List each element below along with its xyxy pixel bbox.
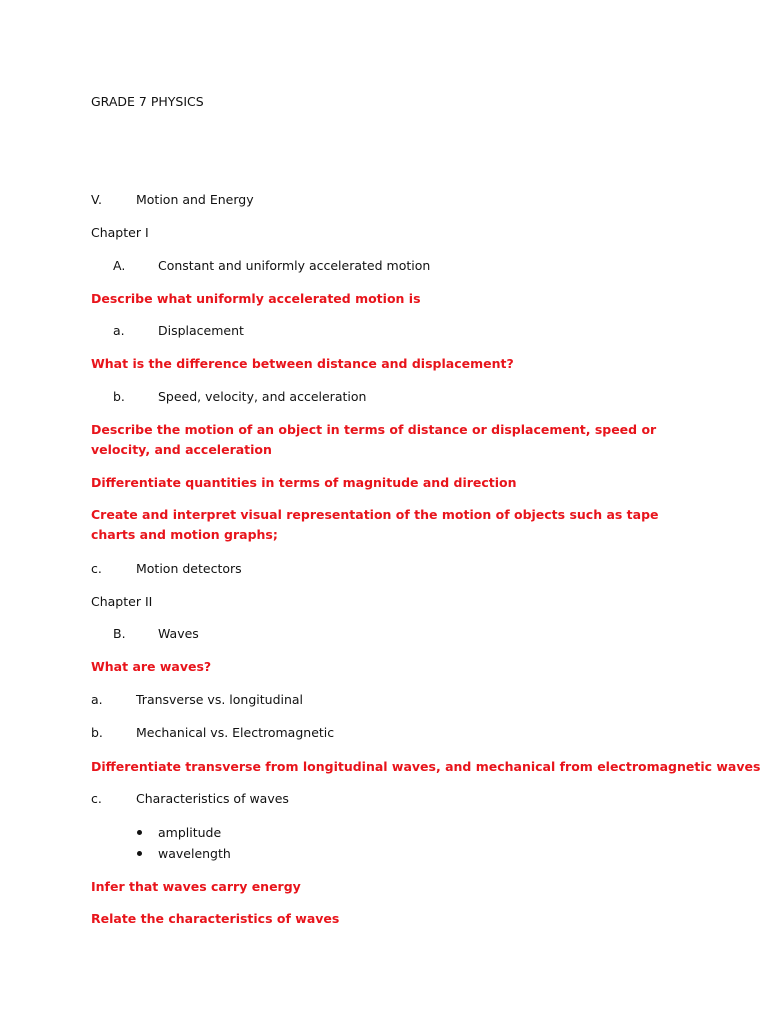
chapter-1-item-a-marker: a. bbox=[113, 323, 125, 338]
chapter-2-item-b-label: Mechanical vs. Electromagnetic bbox=[136, 725, 335, 740]
chapter-1-topic-a-marker: A. bbox=[113, 258, 126, 273]
bullet-dot bbox=[137, 830, 142, 835]
chapter-2-item-b-marker: b. bbox=[91, 725, 103, 740]
chapter-1-topic-a-label: Constant and uniformly accelerated motion bbox=[158, 258, 431, 273]
section-marker: V. bbox=[91, 192, 102, 207]
chapter-1-item-b-marker: b. bbox=[113, 389, 125, 404]
objective-relate-characteristics: Relate the characteristics of waves bbox=[91, 911, 340, 926]
chapter-2-topic-b-label: Waves bbox=[158, 626, 199, 641]
chapter-1-item-c-label: Motion detectors bbox=[136, 561, 242, 576]
objective-waves-carry-energy: Infer that waves carry energy bbox=[91, 879, 301, 894]
chapter-1-item-b-label: Speed, velocity, and acceleration bbox=[158, 389, 367, 404]
chapter-1-item-a-label: Displacement bbox=[158, 323, 244, 338]
objective-what-are-waves: What are waves? bbox=[91, 659, 212, 674]
objective-distance-displacement: What is the difference between distance and displacement? bbox=[91, 356, 514, 371]
chapter-1-heading: Chapter I bbox=[91, 225, 149, 240]
bullet-item-amplitude: amplitude bbox=[158, 825, 222, 840]
chapter-2-item-a-marker: a. bbox=[91, 692, 103, 707]
chapter-2-item-a-label: Transverse vs. longitudinal bbox=[136, 692, 304, 707]
section-label: Motion and Energy bbox=[136, 192, 254, 207]
objective-describe-motion: Describe the motion of an object in terms of distance or displacement, speed or velocity, and acceleration bbox=[91, 422, 657, 457]
objective-visual-representation: Create and interpret visual representation of the motion of objects such as tape charts and motion graphs; bbox=[91, 507, 659, 542]
objective-magnitude-direction: Differentiate quantities in terms of magnitude and direction bbox=[91, 475, 517, 490]
chapter-2-heading: Chapter II bbox=[91, 594, 153, 609]
chapter-2-topic-b-marker: B. bbox=[113, 626, 126, 641]
objective-uniform-motion: Describe what uniformly accelerated motion is bbox=[91, 291, 421, 306]
objective-differentiate-waves: Differentiate transverse from longitudinal waves, and mechanical from electromagnetic waves bbox=[91, 759, 761, 774]
bullet-dot bbox=[137, 851, 142, 856]
chapter-2-item-c-marker: c. bbox=[91, 791, 102, 806]
bullet-item-wavelength: wavelength bbox=[158, 846, 231, 861]
chapter-2-item-c-label: Characteristics of waves bbox=[136, 791, 289, 806]
document-title: GRADE 7 PHYSICS bbox=[91, 94, 204, 109]
chapter-1-item-c-marker: c. bbox=[91, 561, 102, 576]
